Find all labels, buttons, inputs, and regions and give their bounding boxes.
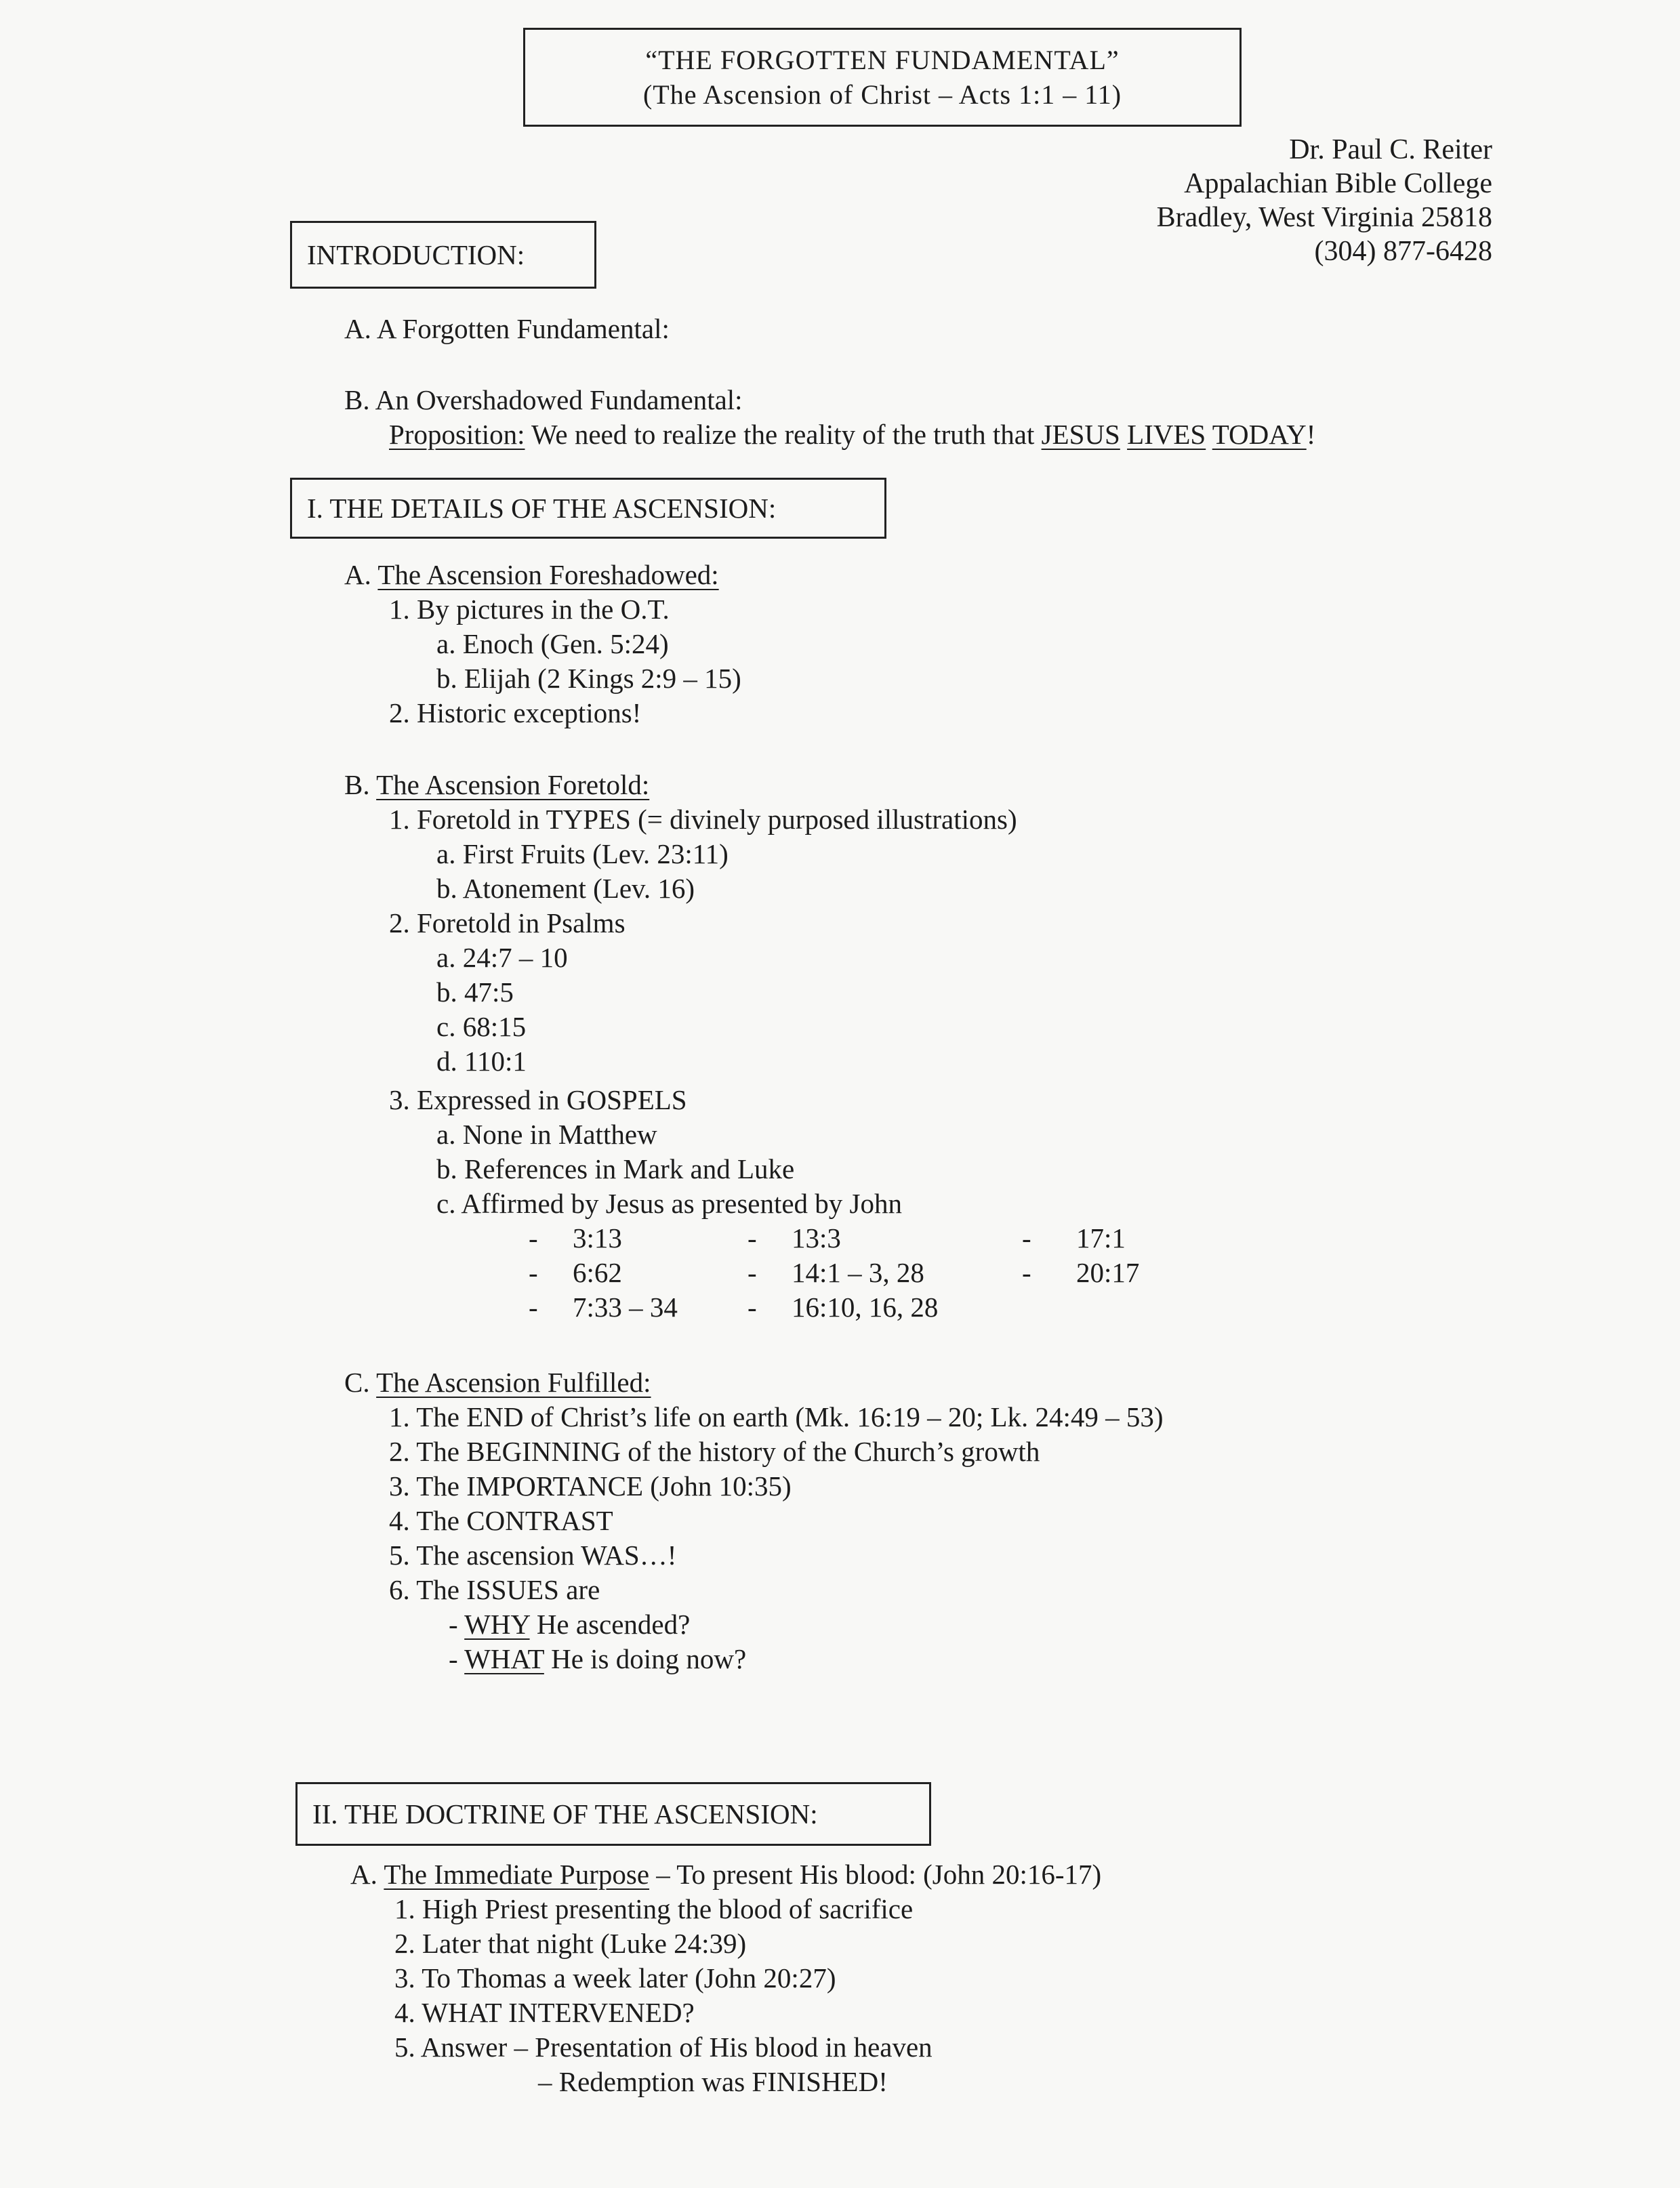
sec1-b1a: a. First Fruits (Lev. 23:11) <box>436 838 729 869</box>
john-dash: - <box>1022 1222 1031 1254</box>
sec1-b2: 2. Foretold in Psalms <box>389 907 626 938</box>
sec2-a-title: The Immediate Purpose <box>384 1859 650 1890</box>
author-org: Appalachian Bible College <box>1184 168 1492 199</box>
sec1-a2: 2. Historic exceptions! <box>389 697 642 728</box>
sec1-c-title: The Ascension Fulfilled: <box>376 1367 651 1398</box>
document-subtitle: (The Ascension of Christ – Acts 1:1 – 11) <box>642 79 1122 110</box>
sec1-a-heading <box>344 558 719 592</box>
word-today: TODAY <box>1212 419 1307 450</box>
author-phone: (304) 877-6428 <box>1314 236 1492 267</box>
sec2-a-heading <box>350 1857 1101 1891</box>
intro-heading: INTRODUCTION: <box>307 239 525 270</box>
sec1-c6: 6. The ISSUES are <box>389 1574 600 1605</box>
sec1-c2: 2. The BEGINNING of the history of the Church’s growth <box>389 1436 1040 1467</box>
john-dash: - <box>747 1257 757 1288</box>
sec1-c-heading <box>344 1365 651 1399</box>
section-1-heading: I. THE DETAILS OF THE ASCENSION: <box>307 493 777 524</box>
sec1-c5: 5. The ascension WAS…! <box>389 1540 677 1571</box>
john-dash: - <box>529 1222 538 1254</box>
what-rest: He is doing now? <box>544 1643 747 1674</box>
section-1-heading-box <box>290 478 886 539</box>
sec1-b1b: b. Atonement (Lev. 16) <box>436 873 695 904</box>
sec1-c1: 1. The END of Christ’s life on earth (Mk. 16:19 – 20; Lk. 24:49 – 53) <box>389 1401 1164 1432</box>
sec1-b2a: a. 24:7 – 10 <box>436 942 568 973</box>
sec1-c6-what <box>449 1642 746 1676</box>
sec1-b-title: The Ascension Foretold: <box>376 769 650 800</box>
sec1-b3b: b. References in Mark and Luke <box>436 1153 795 1184</box>
john-ref: 7:33 – 34 <box>573 1292 678 1323</box>
john-dash: - <box>529 1257 538 1288</box>
section-2-heading-box <box>295 1782 931 1846</box>
sec1-a1b: b. Elijah (2 Kings 2:9 – 15) <box>436 663 741 694</box>
document-title: “THE FORGOTTEN FUNDAMENTAL” <box>645 45 1120 75</box>
why-dash: - <box>449 1609 465 1640</box>
sec1-a1a: a. Enoch (Gen. 5:24) <box>436 628 669 659</box>
john-ref: 17:1 <box>1076 1222 1126 1254</box>
sec2-a3: 3. To Thomas a week later (John 20:27) <box>394 1962 836 1994</box>
why-rest: He ascended? <box>529 1609 691 1640</box>
sec1-b3c: c. Affirmed by Jesus as presented by John <box>436 1188 903 1219</box>
sec1-b2c: c. 68:15 <box>436 1011 527 1042</box>
author-name: Dr. Paul C. Reiter <box>1289 134 1492 165</box>
intro-heading-box <box>290 221 596 289</box>
john-dash: - <box>1022 1257 1031 1288</box>
sec1-b1: 1. Foretold in TYPES (= divinely purposed illustrations) <box>389 804 1017 835</box>
sec1-b2b: b. 47:5 <box>436 976 514 1008</box>
proposition-label: Proposition: <box>389 419 525 450</box>
sec2-a4: 4. WHAT INTERVENED? <box>394 1997 695 2028</box>
proposition <box>389 417 1315 451</box>
sec2-a1: 1. High Priest presenting the blood of sacrifice <box>394 1893 914 1924</box>
sec2-a-rest: – To present His blood: (John 20:16-17) <box>649 1859 1102 1890</box>
sec1-a-title: The Ascension Foreshadowed: <box>377 559 719 590</box>
sec1-c4: 4. The CONTRAST <box>389 1505 613 1536</box>
sec1-b2d: d. 110:1 <box>436 1046 527 1077</box>
intro-b: B. An Overshadowed Fundamental: <box>344 384 743 415</box>
what-dash: - <box>449 1643 465 1674</box>
author-block <box>1157 133 1492 268</box>
john-dash: - <box>747 1222 757 1254</box>
sec1-c-letter: C. <box>344 1367 370 1398</box>
sec2-a-letter: A. <box>350 1859 377 1890</box>
sec2-a2: 2. Later that night (Luke 24:39) <box>394 1928 747 1959</box>
proposition-text: We need to realize the reality of the truth that <box>525 419 1042 450</box>
john-ref: 14:1 – 3, 28 <box>792 1257 924 1288</box>
sec1-c6-why <box>449 1607 690 1641</box>
what-word: WHAT <box>464 1643 544 1674</box>
john-ref: 6:62 <box>573 1257 622 1288</box>
sec1-a-letter: A. <box>344 559 371 590</box>
section-2-heading: II. THE DOCTRINE OF THE ASCENSION: <box>312 1798 818 1830</box>
john-ref: 3:13 <box>573 1222 622 1254</box>
sec2-a5: 5. Answer – Presentation of His blood in heaven <box>394 2031 933 2063</box>
sec1-b3a: a. None in Matthew <box>436 1119 657 1150</box>
sec1-b3: 3. Expressed in GOSPELS <box>389 1084 687 1115</box>
sec1-b-heading <box>344 768 649 802</box>
why-word: WHY <box>464 1609 530 1640</box>
john-dash: - <box>747 1292 757 1323</box>
sec2-a5b: – Redemption was FINISHED! <box>538 2066 888 2097</box>
sec1-b-letter: B. <box>344 769 370 800</box>
proposition-bang: ! <box>1306 419 1316 450</box>
word-lives: LIVES <box>1127 419 1206 450</box>
john-ref: 20:17 <box>1076 1257 1140 1288</box>
title-box <box>523 28 1242 127</box>
intro-a: A. A Forgotten Fundamental: <box>344 313 670 344</box>
sec1-a1: 1. By pictures in the O.T. <box>389 594 670 625</box>
john-dash: - <box>529 1292 538 1323</box>
word-jesus: JESUS <box>1041 419 1120 450</box>
john-ref: 16:10, 16, 28 <box>792 1292 939 1323</box>
john-ref: 13:3 <box>792 1222 841 1254</box>
author-city: Bradley, West Virginia 25818 <box>1156 202 1492 233</box>
sec1-c3: 3. The IMPORTANCE (John 10:35) <box>389 1470 792 1502</box>
